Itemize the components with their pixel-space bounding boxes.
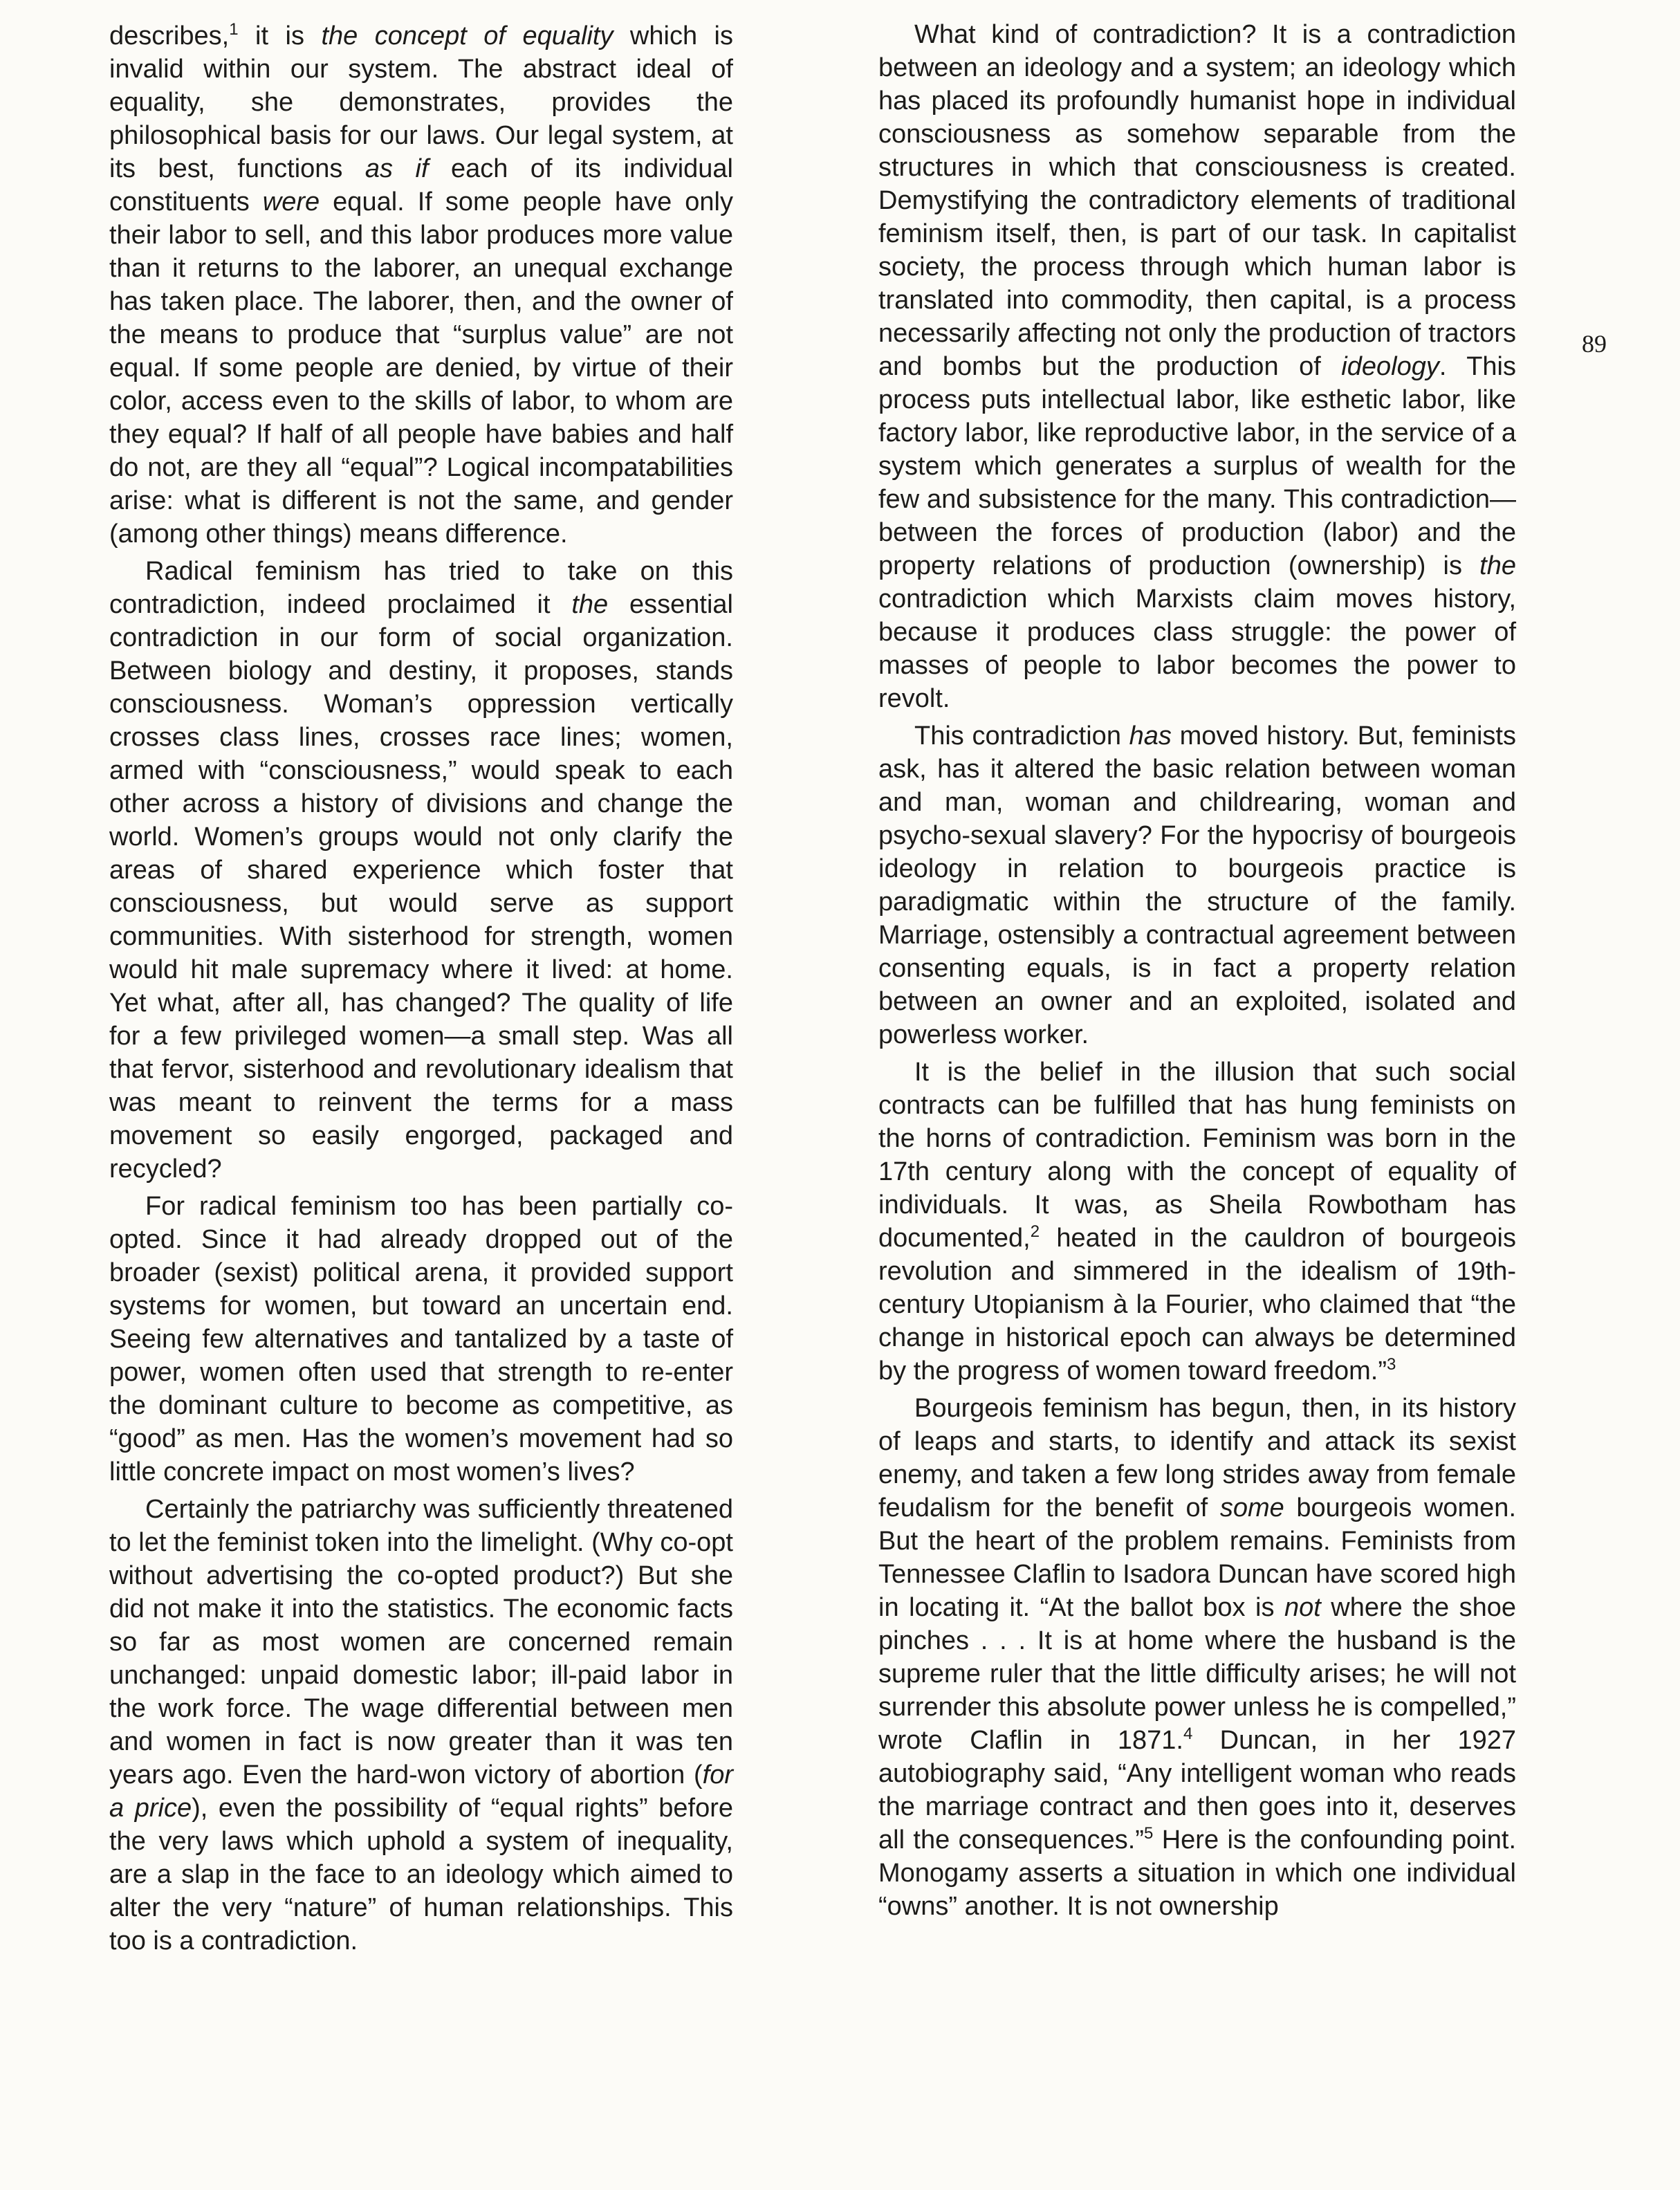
- paragraph: [109, 1493, 733, 1958]
- footnote-ref: 5: [1143, 1824, 1154, 1843]
- italic-text: the concept of equality: [321, 21, 613, 50]
- italic-text: some: [1219, 1493, 1284, 1522]
- paragraph: [109, 1190, 733, 1489]
- paragraph: [878, 1392, 1516, 1923]
- paragraph: [878, 18, 1516, 715]
- text-run: For radical feminism too has been partially co-opted. Since it had already dropped out of the broader (sexist) political arena, it provided support systems for women, but toward an uncertain end. Seeing few alternatives and tantalized by a taste of power, women often used that strength to re-enter the dominant culture to become as competitive, as “good” as men. Has the women’s movement had so little concrete impact on most women’s lives?: [109, 1192, 733, 1487]
- paragraph: [109, 555, 733, 1186]
- text-run: Here is the confounding point. Monogamy asserts a situation in which one individual “owns” another. It is not ownership: [878, 1825, 1517, 1921]
- text-run: bourgeois women. But the heart of the problem remains. Feminists from Tennessee Claflin to Isadora Duncan have scored high in locating it. “At the ballot box is: [878, 1493, 1516, 1622]
- text-run: This contradiction: [914, 721, 1129, 751]
- text-run: What kind of contradiction? It is a contradiction between an ideology and a system; an ideology which has placed its profoundly humanist hope in individual consciousness as somehow separable from the structures in which that consciousness is created. Demystifying the contradictory elements of traditional feminism itself, then, is part of our task. In capitalist society, the process through which human labor is translated into commodity, then capital, is a process necessarily affecting not only the production of tractors and bombs but the production of: [878, 20, 1516, 381]
- italic-text: the: [571, 590, 609, 619]
- italic-text: for a price: [109, 1760, 733, 1823]
- text-run: contradiction which Marxists claim moves history, because it produces class struggle: the power of masses of people to labor becomes the power to revolt.: [878, 585, 1516, 713]
- text-run: Certainly the patriarchy was sufficiently threatened to let the feminist token into the limelight. (Why co-opt without advertising the co-opted product?) But she did not make it into the statistics. The economic facts so far as most women are concerned remain unchanged: unpaid domestic labor; ill-paid labor in the work force. The wage differential between men and women in fact is now greater than it was ten years ago. Even the hard-won victory of abortion (: [109, 1495, 733, 1789]
- footnote-ref: 4: [1183, 1724, 1193, 1743]
- paragraph: [878, 1056, 1516, 1388]
- italic-text: were: [262, 187, 320, 217]
- italic-text: as if: [364, 154, 429, 183]
- text-run: each of its individual constituents: [109, 154, 733, 217]
- text-run: Duncan, in her 1927 autobiography said, “Any intelligent woman who reads the marriage contract and then goes into it, deserves all the consequences.”: [878, 1726, 1516, 1855]
- text-run: heated in the cauldron of bourgeois revolution and simmered in the idealism of 19th-century Utopianism à la Fourier, who claimed that “the change in historical epoch can always be determined by the progress of women toward freedom.”: [878, 1224, 1516, 1386]
- text-run: moved history. But, feminists ask, has it altered the basic relation between woman and man, woman and childrearing, woman and psycho-sexual slavery? For the hypocrisy of bourgeois ideology in relation to bourgeois practice is paradigmatic within the structure of the family. Marriage, ostensibly a contractual agreement between consenting equals, is in fact a property relation between an owner and an exploited, isolated and powerless worker.: [878, 721, 1516, 1049]
- left-text-column: [109, 19, 733, 1958]
- footnote-ref: 2: [1030, 1222, 1040, 1241]
- paragraph: [878, 719, 1516, 1051]
- text-run: equal. If some people have only their labor to sell, and this labor produces more value than it returns to the laborer, an unequal exchange has taken place. The laborer, then, and the owner of the means to produce that “surplus value” are not equal. If some people are denied, by virtue of their color, access even to the skills of labor, to whom are they equal? If half of all people have babies and half do not, are they all “equal”? Logical incompatabilities arise: what is different is not the same, and gender (among other things) means difference.: [109, 187, 734, 549]
- text-run: Radical feminism has tried to take on this contradiction, indeed proclaimed it: [109, 557, 733, 619]
- paragraph: [109, 19, 733, 551]
- italic-text: the: [1479, 551, 1516, 580]
- italic-text: ideology: [1341, 352, 1439, 381]
- italic-text: not: [1284, 1593, 1321, 1622]
- page-number: 89: [1582, 330, 1607, 358]
- text-run: Bourgeois feminism has begun, then, in its history of leaps and starts, to identify and attack its sexist enemy, and taken a few long strides away from female feudalism for the benefit of: [878, 1394, 1516, 1522]
- text-run: ), even the possibility of “equal rights” before the very laws which uphold a system of inequality, are a slap in the face to an ideology which aimed to alter the very “nature” of human relationships. This too is a contradiction.: [109, 1794, 734, 1956]
- text-run: describes,: [109, 21, 230, 50]
- text-run: essential contradiction in our form of social organization. Between biology and destiny, it proposes, stands consciousness. Woman’s oppression vertically crosses class lines, crosses race lines; women, armed with “consciousness,” would speak to each other across a history of divisions and change the world. Women’s groups would not only clarify the areas of shared experience which foster that consciousness, but would serve as support communities. With sisterhood for strength, women would hit male supremacy where it lived: at home. Yet what, after all, has changed? The quality of life for a few privileged women—a small step. Was all that fervor, sisterhood and revolutionary idealism that was meant to reinvent the terms for a mass movement so easily engorged, packaged and recycled?: [109, 590, 733, 1184]
- italic-text: has: [1129, 721, 1172, 751]
- text-run: where the shoe pinches . . . It is at home where the husband is the supreme ruler that the little difficulty arises; he will not surrender this absolute power unless he is compelled,” wrote Claflin in 1871.: [878, 1593, 1516, 1755]
- text-run: It is the belief in the illusion that such social contracts can be fulfilled that has hung feminists on the horns of contradiction. Feminism was born in the 17th century along with the concept of equality of individuals. It was, as Sheila Rowbotham has documented,: [878, 1058, 1516, 1253]
- text-run: which is invalid within our system. The abstract ideal of equality, she demonstrates, provides the philosophical basis for our laws. Our legal system, at its best, functions: [109, 21, 733, 183]
- text-run: it is: [238, 21, 322, 50]
- footnote-ref: 3: [1387, 1355, 1396, 1374]
- right-text-column: [878, 18, 1516, 1923]
- footnote-ref: 1: [229, 20, 239, 39]
- text-run: . This process puts intellectual labor, like esthetic labor, like factory labor, like reproductive labor, in the service of a system which generates a surplus of wealth for the few and subsistence for the many. This contradiction—between the forces of production (labor) and the property relations of production (ownership) is: [878, 352, 1517, 580]
